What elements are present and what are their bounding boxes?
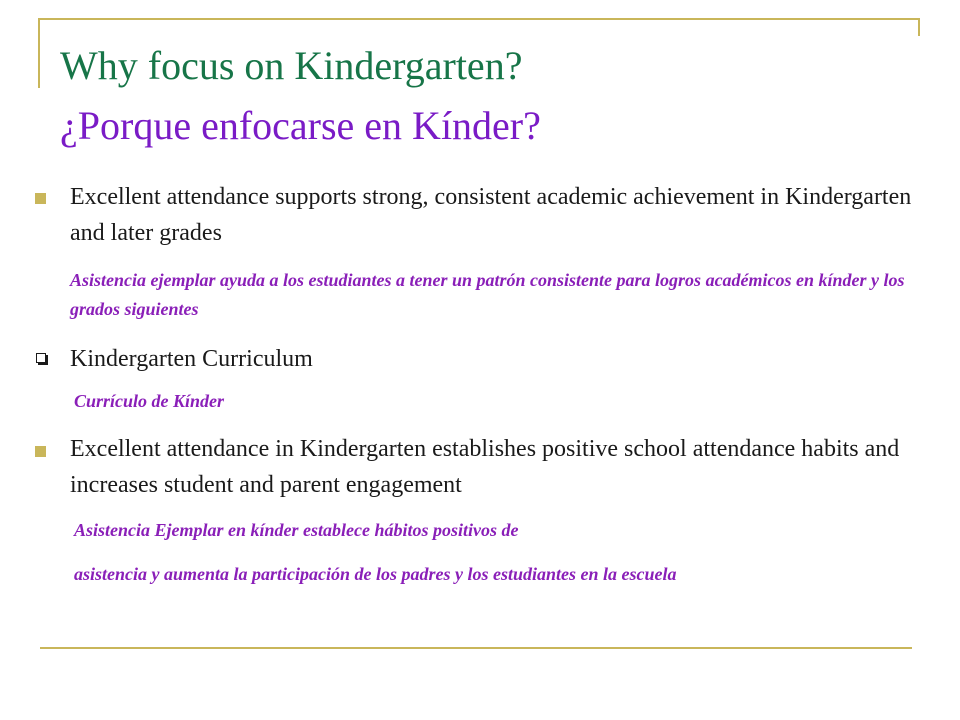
right-rule <box>918 18 920 36</box>
hollow-square-bullet-icon <box>36 353 46 363</box>
square-bullet-icon <box>35 446 46 457</box>
bullet-3-spanish-line-1: Asistencia Ejemplar en kínder establece hábitos positivos de <box>74 520 519 540</box>
bullet-2-spanish: Currículo de Kínder <box>74 391 225 411</box>
slide-title-spanish: ¿Porque enfocarse en Kínder? <box>60 103 541 148</box>
left-rule <box>38 18 40 88</box>
bottom-rule <box>40 647 912 649</box>
bullet-2-english: Kindergarten Curriculum <box>70 346 313 372</box>
bullet-3-spanish-line-2: asistencia y aumenta la participación de los padres y los estudiantes en la escuela <box>74 564 677 584</box>
bullet-1-english: Excellent attendance supports strong, consistent academic achievement in Kindergarten and later grades <box>70 184 912 246</box>
slide-title-english: Why focus on Kindergarten? <box>60 43 523 88</box>
bullet-3-english: Excellent attendance in Kindergarten establishes positive school attendance habits and increases student and parent engagement <box>70 436 900 498</box>
square-bullet-icon <box>35 193 46 204</box>
top-rule <box>40 18 920 20</box>
bullet-1-spanish: Asistencia ejemplar ayuda a los estudiantes a tener un patrón consistente para logros académicos en kínder y los grados siguientes <box>70 270 905 319</box>
